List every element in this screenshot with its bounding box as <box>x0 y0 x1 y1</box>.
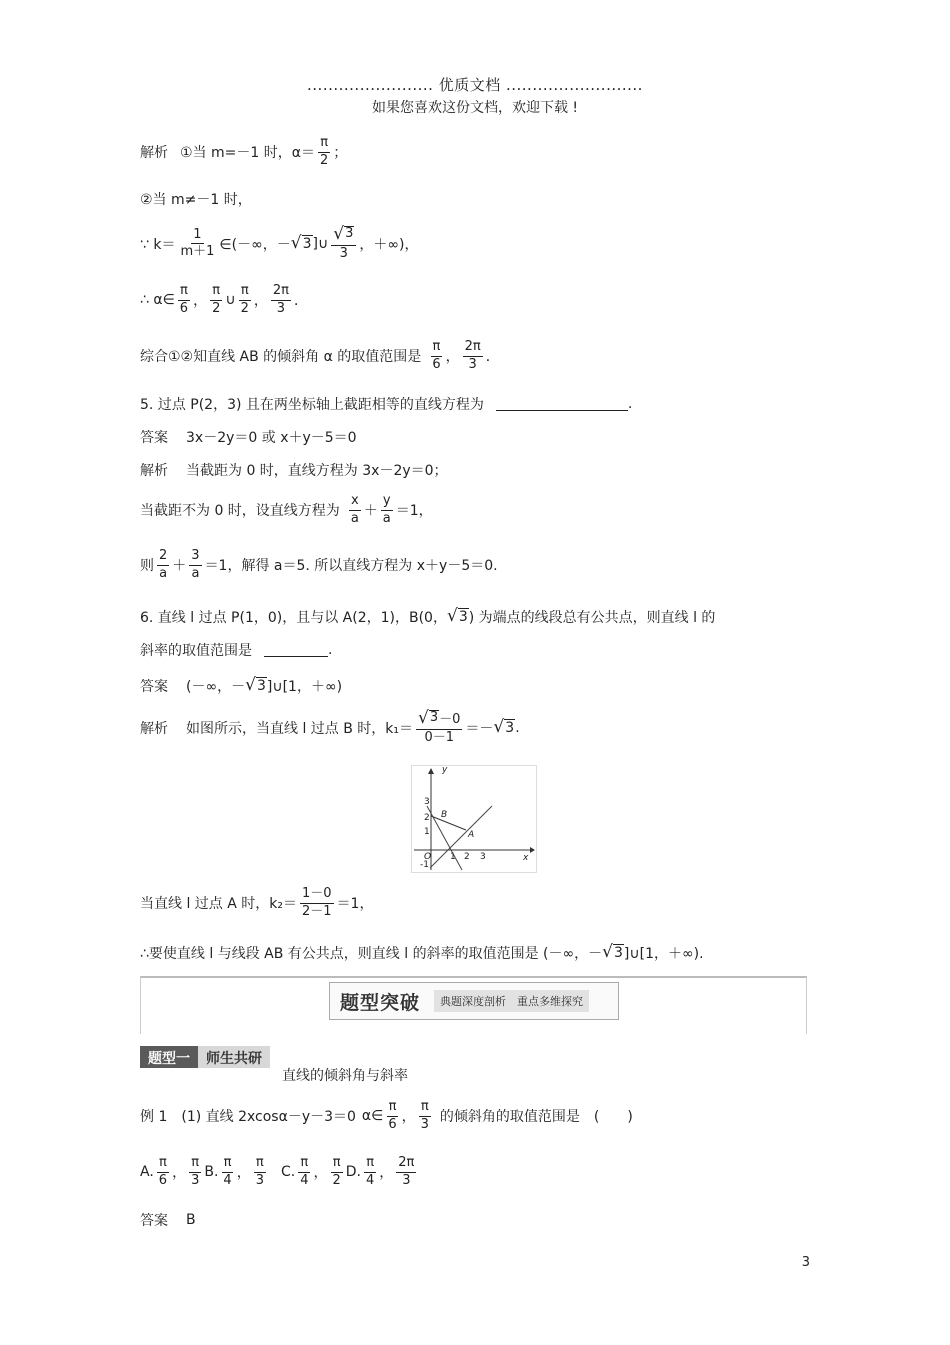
topic-title: 直线的倾斜角与斜率 <box>282 1068 408 1084</box>
q6-analysis-1: 解析 如图所示，当直线 l 过点 B 时，k₁＝ √ 3 －0 0－1 ＝－ √ 3 . <box>140 708 520 745</box>
banner-box <box>329 982 619 1020</box>
answer-label: 答案 <box>140 679 168 695</box>
option-b: B. <box>204 1164 219 1181</box>
sqrt: √ 3 <box>290 233 312 254</box>
banner-subtitle: 典题深度剖析 重点多维探究 <box>434 990 589 1012</box>
option-d: D. <box>345 1164 361 1181</box>
sqrt: √ 3 <box>602 942 623 963</box>
sqrt: √ 3 <box>245 675 266 696</box>
x-tick-1: 1 <box>450 852 456 862</box>
example-1-answer: 答案 B <box>140 1212 196 1229</box>
section-banner <box>140 976 807 1034</box>
question-6-line2: 斜率的取值范围是 . <box>140 642 333 659</box>
sqrt: √ 3 <box>493 717 515 738</box>
fraction: $\frac{\pi}{6}$ <box>432 339 441 372</box>
fraction: $\frac{\pi}{3}$ <box>420 1099 429 1132</box>
analysis-case2: ②当 m≠－1 时， <box>140 192 252 208</box>
option-a: A. <box>140 1164 154 1181</box>
point-a-label: A <box>468 830 475 840</box>
fraction: √ 3 －0 0－1 <box>418 708 461 745</box>
fraction: $\frac{2}{a}$ <box>159 548 168 581</box>
page-number: 3 <box>801 1255 810 1270</box>
x-axis-arrow <box>530 847 535 853</box>
question-5: 5. 过点 P(2，3) 且在两坐标轴上截距相等的直线方程为 . <box>140 396 633 413</box>
fraction: $\frac{1}{m+1}$ <box>180 226 215 260</box>
sqrt: √ 3 <box>446 606 468 627</box>
x-tick-2: 2 <box>464 852 470 862</box>
fraction: $\frac{y}{a}$ <box>382 493 391 526</box>
q5-analysis-2: 当截距不为 0 时，设直线方程为 $\frac{x}{a}$ ＋ $\frac{y}{a}$ ＝1， <box>140 493 433 526</box>
answer-label: 答案 <box>140 1213 168 1229</box>
header-title: ........................ 优质文档 .......................... <box>307 76 643 94</box>
x-tick-3: 3 <box>480 852 486 862</box>
point-b-label: B <box>441 810 448 820</box>
q5-answer: 答案 3x－2y＝0 或 x＋y－5＝0 <box>140 427 357 447</box>
fraction: $\frac{\pi}{6}$ <box>388 1099 397 1132</box>
fraction: $\frac{3}{a}$ <box>191 548 200 581</box>
fraction: $\frac{1-0}{2-1}$ <box>302 886 332 919</box>
fraction: $\frac{2\pi}{3}$ <box>398 1155 415 1188</box>
q6-answer: 答案 (－∞，－ √ 3 ]∪[1，＋∞) <box>140 675 343 696</box>
coordinate-plot <box>412 766 536 872</box>
y-axis-label: y <box>442 766 448 775</box>
fraction: $\frac{\pi}{3}$ <box>191 1155 200 1188</box>
fraction: $\frac{\pi}{2}$ <box>240 283 249 316</box>
analysis-label: 解析 <box>140 463 168 479</box>
fraction: $\frac{\pi}{2}$ <box>212 283 221 316</box>
y-axis-arrow <box>428 768 434 774</box>
q5-analysis-1: 解析 当截距为 0 时，直线方程为 3x－2y＝0； <box>140 460 448 480</box>
answer-label: 答案 <box>140 430 168 446</box>
y-tick-1: 1 <box>424 827 430 837</box>
fraction: $\frac{\pi}{4}$ <box>366 1155 375 1188</box>
analysis-label: 解析 <box>140 720 168 737</box>
fraction: $\frac{2\pi}{3}$ <box>464 339 481 372</box>
fraction: $\frac{\pi}{6}$ <box>179 283 189 316</box>
slope-range-line: ∵ k＝ $\frac{1}{m+1}$ ∈(－∞，－ √ 3 ]∪ √ 3 3 ，＋∞)， <box>140 224 419 261</box>
answer-blank <box>264 644 328 657</box>
answer-blank <box>496 398 628 411</box>
fraction: $\frac{\pi}{6}$ <box>158 1155 168 1188</box>
q6-analysis-2: 当直线 l 过点 A 时，k₂＝ $\frac{1-0}{2-1}$ ＝1， <box>140 886 374 919</box>
q6-conclusion: ∴要使直线 l 与线段 AB 有公共点，则直线 l 的斜率的取值范围是 (－∞，－ √ 3 ]∪[1，＋∞). <box>140 942 704 963</box>
example-1-options: A. $\frac{\pi}{6}$ ， $\frac{\pi}{3}$ B. $\frac{\pi}{4}$ ， $\frac{\pi}{3}$ C. $\frac{\pi}{4}$ ， $\frac{\pi}{2}$ D. $\frac{\pi}{4}$ ， $\frac{2\pi}{3}$ <box>140 1155 415 1188</box>
analysis-label: 解析 <box>140 145 168 162</box>
x-axis-label: x <box>523 853 529 863</box>
origin-label: O <box>424 852 432 862</box>
example-1: 例 1 (1) 直线 2xcosα－y－3＝0 α∈ $\frac{\pi}{6}$ ， $\frac{\pi}{3}$ 的倾斜角的取值范围是 ( ) <box>140 1099 633 1132</box>
tag-mode: 师生共研 <box>198 1046 270 1068</box>
fraction: $\frac{\pi}{2}$ <box>332 1155 341 1188</box>
analysis-case1: 解析 ①当 m=－1 时，α＝ $\frac{\pi}{2}$ ； <box>140 135 348 168</box>
fraction: $\frac{\pi}{4}$ <box>223 1155 232 1188</box>
fraction: $\frac{\pi}{4}$ <box>300 1155 309 1188</box>
question-6-line1: 6. 直线 l 过点 P(1，0)，且与以 A(2，1)，B(0， √ 3 ) 为端点的线段总有公共点，则直线 l 的 <box>140 606 716 627</box>
y-tick-neg1: -1 <box>420 860 429 870</box>
fraction: $\frac{x}{a}$ <box>350 493 359 526</box>
fraction: $\frac{\pi}{3}$ <box>255 1155 264 1188</box>
angle-range-line: ∴ α∈ $\frac{\pi}{6}$ ， $\frac{\pi}{2}$ ∪ $\frac{\pi}{2}$ ， $\frac{2\pi}{3}$ ． <box>140 283 308 316</box>
fraction: $\frac{\pi}{2}$ <box>319 135 329 168</box>
y-tick-2: 2 <box>424 813 430 823</box>
banner-title: 题型突破 <box>340 991 421 1014</box>
q5-analysis-3: 则 $\frac{2}{a}$ ＋ $\frac{3}{a}$ ＝1，解得 a＝5. 所以直线方程为 x＋y－5＝0. <box>140 548 498 581</box>
tag-type: 题型一 <box>140 1046 198 1068</box>
coordinate-figure <box>411 765 537 873</box>
header-subtitle: 如果您喜欢这份文档，欢迎下载 ! <box>371 100 579 116</box>
topic-tag <box>140 1046 270 1068</box>
fraction: $\frac{2\pi}{3}$ <box>272 283 289 316</box>
fraction: √ 3 3 <box>331 226 356 262</box>
summary-line: 综合①②知直线 AB 的倾斜角 α 的取值范围是 $\frac{\pi}{6}$ ， $\frac{2\pi}{3}$ ． <box>140 339 500 372</box>
option-c: C. <box>280 1164 296 1181</box>
y-tick-3: 3 <box>424 797 430 807</box>
